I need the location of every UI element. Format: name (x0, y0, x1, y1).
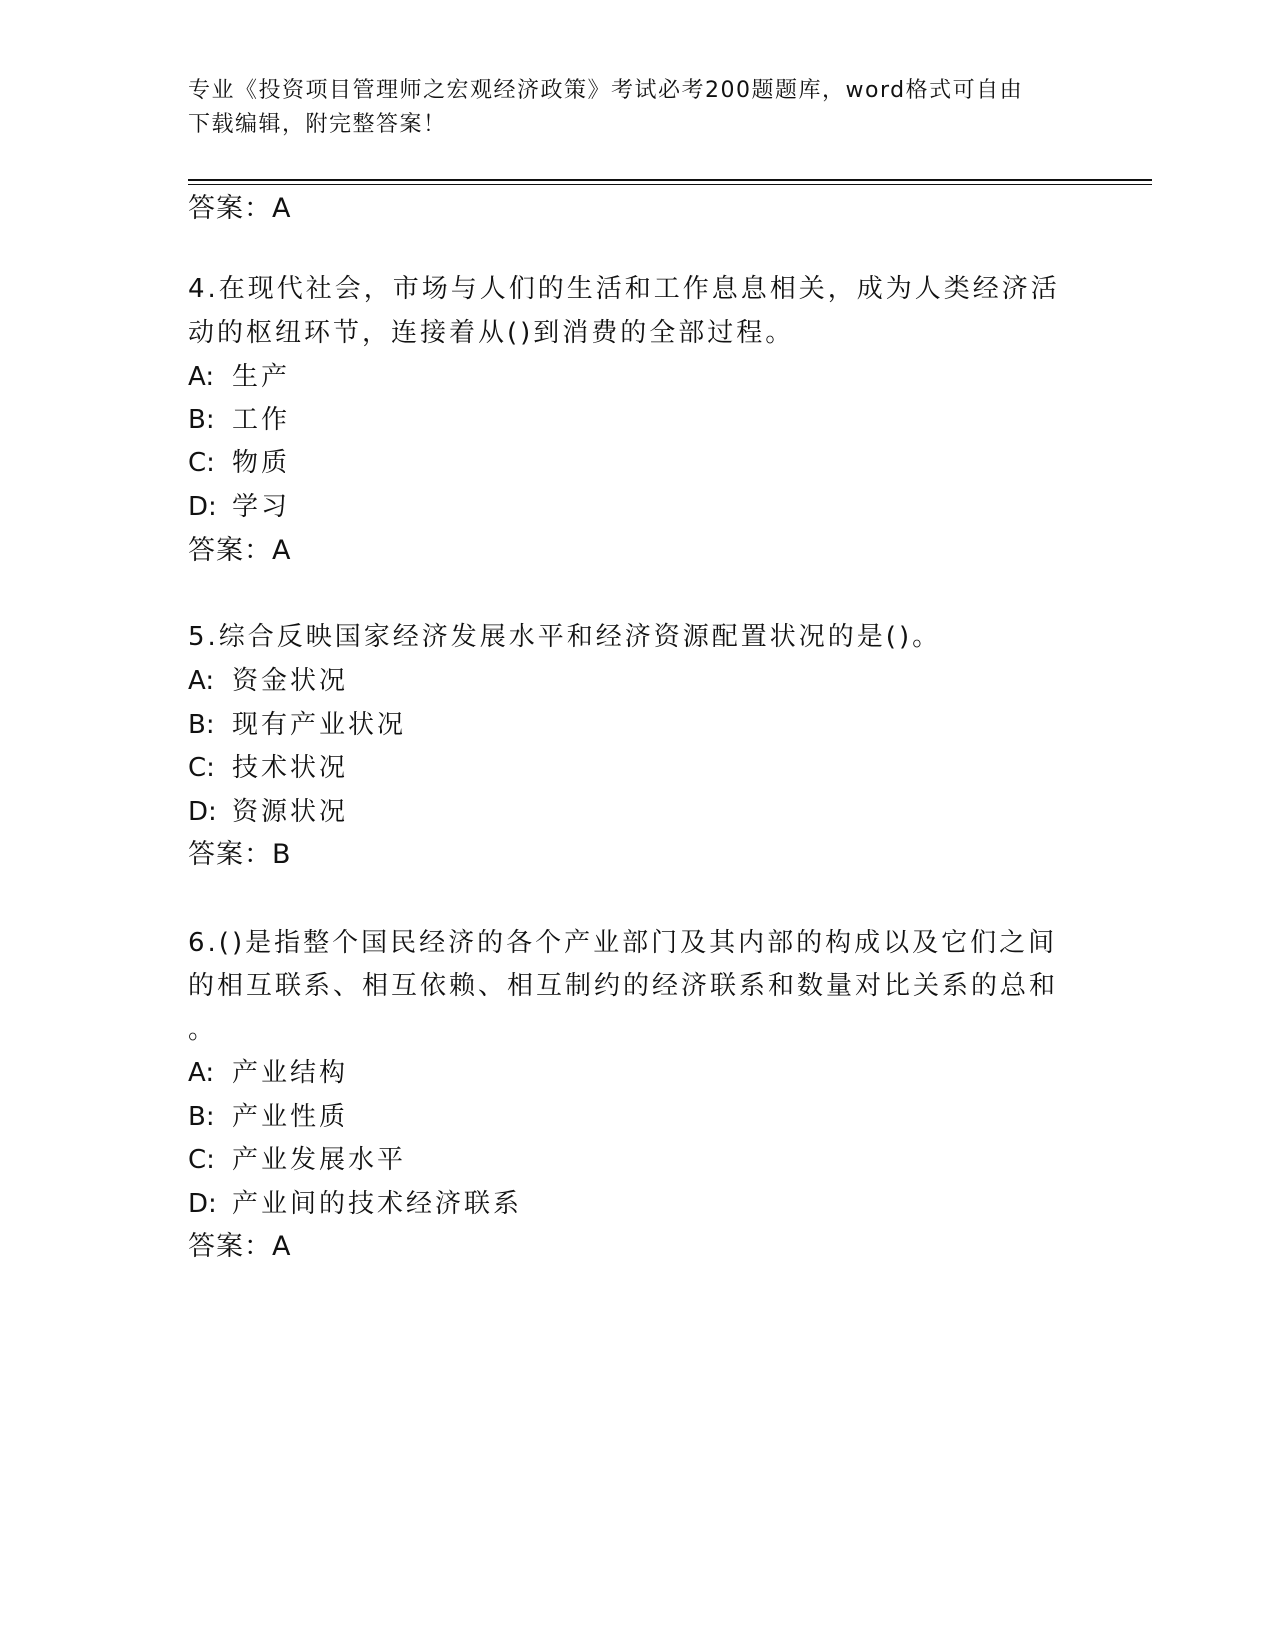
option-text: 工作 (232, 405, 291, 435)
answer-line: 答案：A (188, 535, 292, 566)
question-stem-line: 。 (188, 1015, 218, 1045)
option-letter: C: (188, 753, 215, 783)
option-a (188, 658, 348, 704)
option-text: 产业性质 (232, 1102, 349, 1132)
option-text: 资金状况 (232, 666, 349, 696)
option-d (188, 484, 290, 530)
option-letter: C: (188, 1145, 215, 1175)
option-a (188, 354, 290, 400)
option-letter: C: (188, 448, 215, 478)
option-text: 产业结构 (232, 1058, 349, 1088)
answer-line: 答案：A (188, 193, 292, 224)
question-stem-line: 6.()是指整个国民经济的各个产业部门及其内部的构成以及它们之间 (188, 928, 1058, 958)
header-rule-thin (188, 184, 1152, 185)
option-letter: B: (188, 1102, 215, 1132)
option-text: 现有产业状况 (232, 710, 407, 740)
header-line-2: 下载编辑，附完整答案！ (188, 112, 447, 137)
question-stem-line: 的相互联系、相互依赖、相互制约的经济联系和数量对比关系的总和 (188, 971, 1059, 1001)
option-letter: A: (188, 666, 215, 696)
header-line-1: 专业《投资项目管理师之宏观经济政策》考试必考200题题库，word格式可自由 (188, 78, 1024, 103)
option-letter: B: (188, 405, 215, 435)
header-rule-thick (188, 179, 1152, 181)
document-header (188, 74, 1088, 142)
question-stem-line: 5.综合反映国家经济发展水平和经济资源配置状况的是()。 (188, 622, 942, 652)
option-d (188, 789, 348, 835)
question-stem-line: 动的枢纽环节，连接着从()到消费的全部过程。 (188, 318, 795, 348)
option-letter: D: (188, 797, 217, 827)
option-text: 生产 (232, 362, 291, 392)
option-d (188, 1181, 522, 1227)
option-b (188, 702, 406, 748)
option-a (188, 1050, 348, 1096)
question-stem-line: 4.在现代社会，市场与人们的生活和工作息息相关，成为人类经济活 (188, 274, 1060, 304)
option-text: 产业间的技术经济联系 (232, 1189, 523, 1219)
answer-line: 答案：A (188, 1231, 292, 1262)
answer-line: 答案：B (188, 839, 292, 870)
option-b (188, 1094, 348, 1140)
option-letter: A: (188, 1058, 215, 1088)
option-text: 资源状况 (232, 797, 349, 827)
option-text: 学习 (232, 492, 291, 522)
option-letter: D: (188, 492, 217, 522)
option-letter: B: (188, 710, 215, 740)
option-c (188, 440, 290, 486)
option-text: 产业发展水平 (232, 1145, 407, 1175)
option-text: 物质 (232, 448, 291, 478)
option-b (188, 397, 290, 443)
option-c (188, 745, 348, 791)
option-text: 技术状况 (232, 753, 349, 783)
option-letter: A: (188, 362, 215, 392)
option-c (188, 1137, 406, 1183)
option-letter: D: (188, 1189, 217, 1219)
